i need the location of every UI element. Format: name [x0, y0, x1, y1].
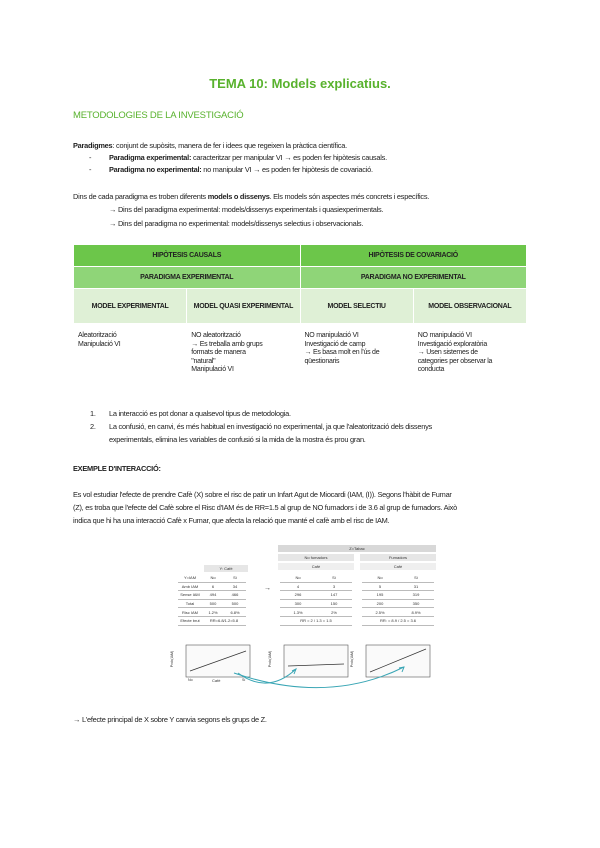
list-item-term: Paradigma experimental: — [109, 153, 192, 162]
example-line: (Z), es troba que l'efecte del Cafè sobre el Risc d'IAM és de RR=1.5 al grup de NO fumadors i de 3.6 al grup de fumadors. Això — [73, 503, 457, 512]
table-cell: RR = 2 / 1.3 = 1.5 — [280, 616, 352, 625]
table-header-cell: HIPÒTESIS DE COVARIACIÓ — [300, 245, 527, 267]
table-cell: 319 — [398, 591, 434, 600]
cell-line: → Usen sistemes de — [417, 349, 478, 357]
table-cell: 4 — [280, 582, 316, 591]
table-header-cell: PARADIGMA EXPERIMENTAL — [74, 267, 301, 289]
item-text: La interacció es pot donar a qualsevol tipus de metodologia. — [109, 409, 291, 418]
cell-line: → Es basa molt en l'ús de — [304, 349, 380, 357]
table-cell — [413, 324, 526, 393]
cell-line: qüestionaris — [304, 357, 340, 365]
list-item-text: no manipular VI → es poden fer hipòtesis de covariació. — [201, 165, 373, 174]
models-term: models o dissenys — [207, 192, 270, 201]
table-cell: 8.9% — [398, 608, 434, 617]
plot-ylabel: Prob(IAM) — [268, 650, 273, 668]
plot-x-tick: Sí — [242, 678, 246, 682]
models-text: . Els models són aspectes més concrets i específics. — [269, 192, 430, 201]
table-header-cell: MODEL QUASI EXPERIMENTAL — [187, 289, 300, 324]
plot-ylabel: Prob(IAM) — [350, 650, 355, 668]
table-cell: 31 — [398, 582, 434, 591]
table-cell: Y=IAM — [178, 574, 202, 582]
plot-frame — [284, 645, 348, 677]
table-cell: Total — [178, 599, 202, 608]
list-item: → Dins del paradigma experimental: models/dissenys experimentals i quasiexperimentals. — [109, 205, 384, 214]
table-cell: 150 — [316, 599, 352, 608]
table-cell: 6.8% — [224, 608, 246, 617]
plot-xlabel: Cafè — [212, 678, 221, 683]
plot-x-tick: No — [188, 678, 193, 682]
cell-line: formats de manera — [191, 349, 246, 357]
table-cell: No — [202, 574, 224, 582]
arrow-icon: → — [264, 585, 271, 592]
example-line: Es vol estudiar l'efecte de prendre Cafè (X) sobre el risc de patir un Infart Agut de Miocardi (IAM, (I)). Segons l'hàbit de Fumar — [73, 490, 452, 499]
paradigms-definition — [73, 141, 347, 151]
cafe-header: Cafè — [360, 563, 436, 570]
table-cell: 195 — [362, 591, 398, 600]
plot-ylabel: Prob(IAM) — [170, 650, 175, 668]
table-cell: 300 — [280, 599, 316, 608]
table-cell: 350 — [398, 599, 434, 608]
table-cell: Efecte brut — [178, 616, 202, 625]
table-cell: 1.2% — [202, 608, 224, 617]
table-header-cell: MODEL SELECTIU — [300, 289, 413, 324]
example-line: indica que hi ha una interacció Cafè x Fumar, que afecta la relació que manté el cafè amb el risc de IAM. — [73, 516, 390, 525]
table-header-cell: MODEL OBSERVACIONAL — [413, 289, 526, 324]
table-cell: 6 — [202, 582, 224, 591]
page-title: TEMA 10: Models explicatius. — [209, 76, 391, 91]
table-cell: 296 — [280, 591, 316, 600]
item-text: La confusió, en canvi, és més habitual en investigació no experimental, ja que l'aleatorització dels dissenys — [109, 422, 432, 431]
paradigms-text: : conjunt de supòsits, manera de fer i idees que regeixen la pràctica científica. — [112, 141, 347, 150]
plot-main — [186, 645, 250, 677]
bullet-dash: - — [89, 153, 92, 162]
cell-line: "natural" — [191, 357, 216, 365]
item-number: 2. — [90, 422, 96, 431]
cell-line: NO manipulació VI — [417, 332, 472, 339]
plot-smokers — [366, 645, 430, 677]
cell-line: NO aleatorització — [191, 332, 241, 339]
cell-line: Aleatorització — [78, 332, 117, 339]
table-cell: RR=6.8/1.2=5.8 — [202, 616, 246, 625]
item-number: 1. — [90, 409, 96, 418]
example-heading: EXEMPLE D'INTERACCIÓ: — [73, 464, 161, 473]
plot-frame — [366, 645, 430, 677]
list-item — [89, 165, 373, 175]
z-group-header: No fumadors — [278, 554, 354, 561]
paradigms-term: Paradigmes — [73, 141, 113, 150]
table-cell: 500 — [202, 599, 224, 608]
table-cell: No — [280, 574, 316, 582]
cell-line: Investigació de camp — [304, 340, 366, 348]
table-cell: No — [362, 574, 398, 582]
table-cell: Sí — [316, 574, 352, 582]
conclusion-line: → L'efecte principal de X sobre Y canvia segons els grups de Z. — [73, 715, 267, 724]
table-cell — [187, 324, 300, 393]
list-item: → Dins del paradigma no experimental: models/dissenys selectius i observacionals. — [109, 219, 364, 228]
table-cell: 2.5% — [362, 608, 398, 617]
table-cell: Amb IAM — [178, 582, 202, 591]
numbered-item — [90, 409, 291, 419]
interaction-figure — [170, 545, 436, 685]
item-text-continued: experimentals, elimina les variables de confusió si la mida de la mostra és prou gran. — [109, 435, 366, 444]
cell-line: NO manipulació VI — [304, 332, 359, 339]
list-item — [89, 153, 387, 163]
table-cell: Risc IAM — [178, 608, 202, 617]
z-group-header: Fumadors — [360, 554, 436, 561]
table-cell: 1.3% — [280, 608, 316, 617]
table-cell: Sí — [224, 574, 246, 582]
table-header-cell: MODEL EXPERIMENTAL — [74, 289, 187, 324]
table-cell: RR: = 8.9 / 2.5 = 3.6 — [362, 616, 434, 625]
list-item-text: caracteritzar per manipular VI → es poden fer hipòtesis causals. — [191, 153, 387, 162]
models-text: Dins de cada paradigma es troben diferents — [73, 192, 208, 201]
table-cell: 466 — [224, 591, 246, 600]
table-cell: 494 — [202, 591, 224, 600]
table-header-cell: PARADIGMA NO EXPERIMENTAL — [300, 267, 527, 289]
paradigm-table — [73, 244, 527, 393]
numbered-item — [90, 422, 432, 432]
table-cell: 147 — [316, 591, 352, 600]
cafe-header: Cafè — [278, 563, 354, 570]
cell-line: Investigació exploratòria — [417, 340, 487, 348]
cell-line: Manipulació VI — [78, 340, 121, 348]
table-cell: Sí — [398, 574, 434, 582]
table-cell: 500 — [224, 599, 246, 608]
table-header-cell: HIPÒTESIS CAUSALS — [74, 245, 301, 267]
cell-line: conducta — [417, 366, 445, 374]
table-cell: 5 — [362, 582, 398, 591]
section-heading: METODOLOGIES DE LA INVESTIGACIÓ — [73, 110, 244, 121]
cell-line: categories per observar la — [417, 357, 493, 365]
table-cell — [300, 324, 413, 393]
bullet-dash: - — [89, 165, 92, 174]
y-cafe-header: Y: Cafè — [204, 565, 248, 572]
table-cell: Sense IAM — [178, 591, 202, 600]
list-item-term: Paradigma no experimental: — [109, 165, 202, 174]
interaction-plots — [178, 545, 436, 685]
table-cell: 200 — [362, 599, 398, 608]
z-title: Z=Tabac — [278, 545, 436, 552]
models-paragraph — [73, 192, 429, 202]
table-cell — [74, 324, 187, 393]
cell-line: Manipulació VI — [191, 366, 234, 374]
table-cell: 34 — [224, 582, 246, 591]
cell-line: → Es treballa amb grups — [191, 340, 263, 348]
plot-nonsmokers — [284, 645, 348, 677]
table-cell: 3 — [316, 582, 352, 591]
table-cell: 2% — [316, 608, 352, 617]
